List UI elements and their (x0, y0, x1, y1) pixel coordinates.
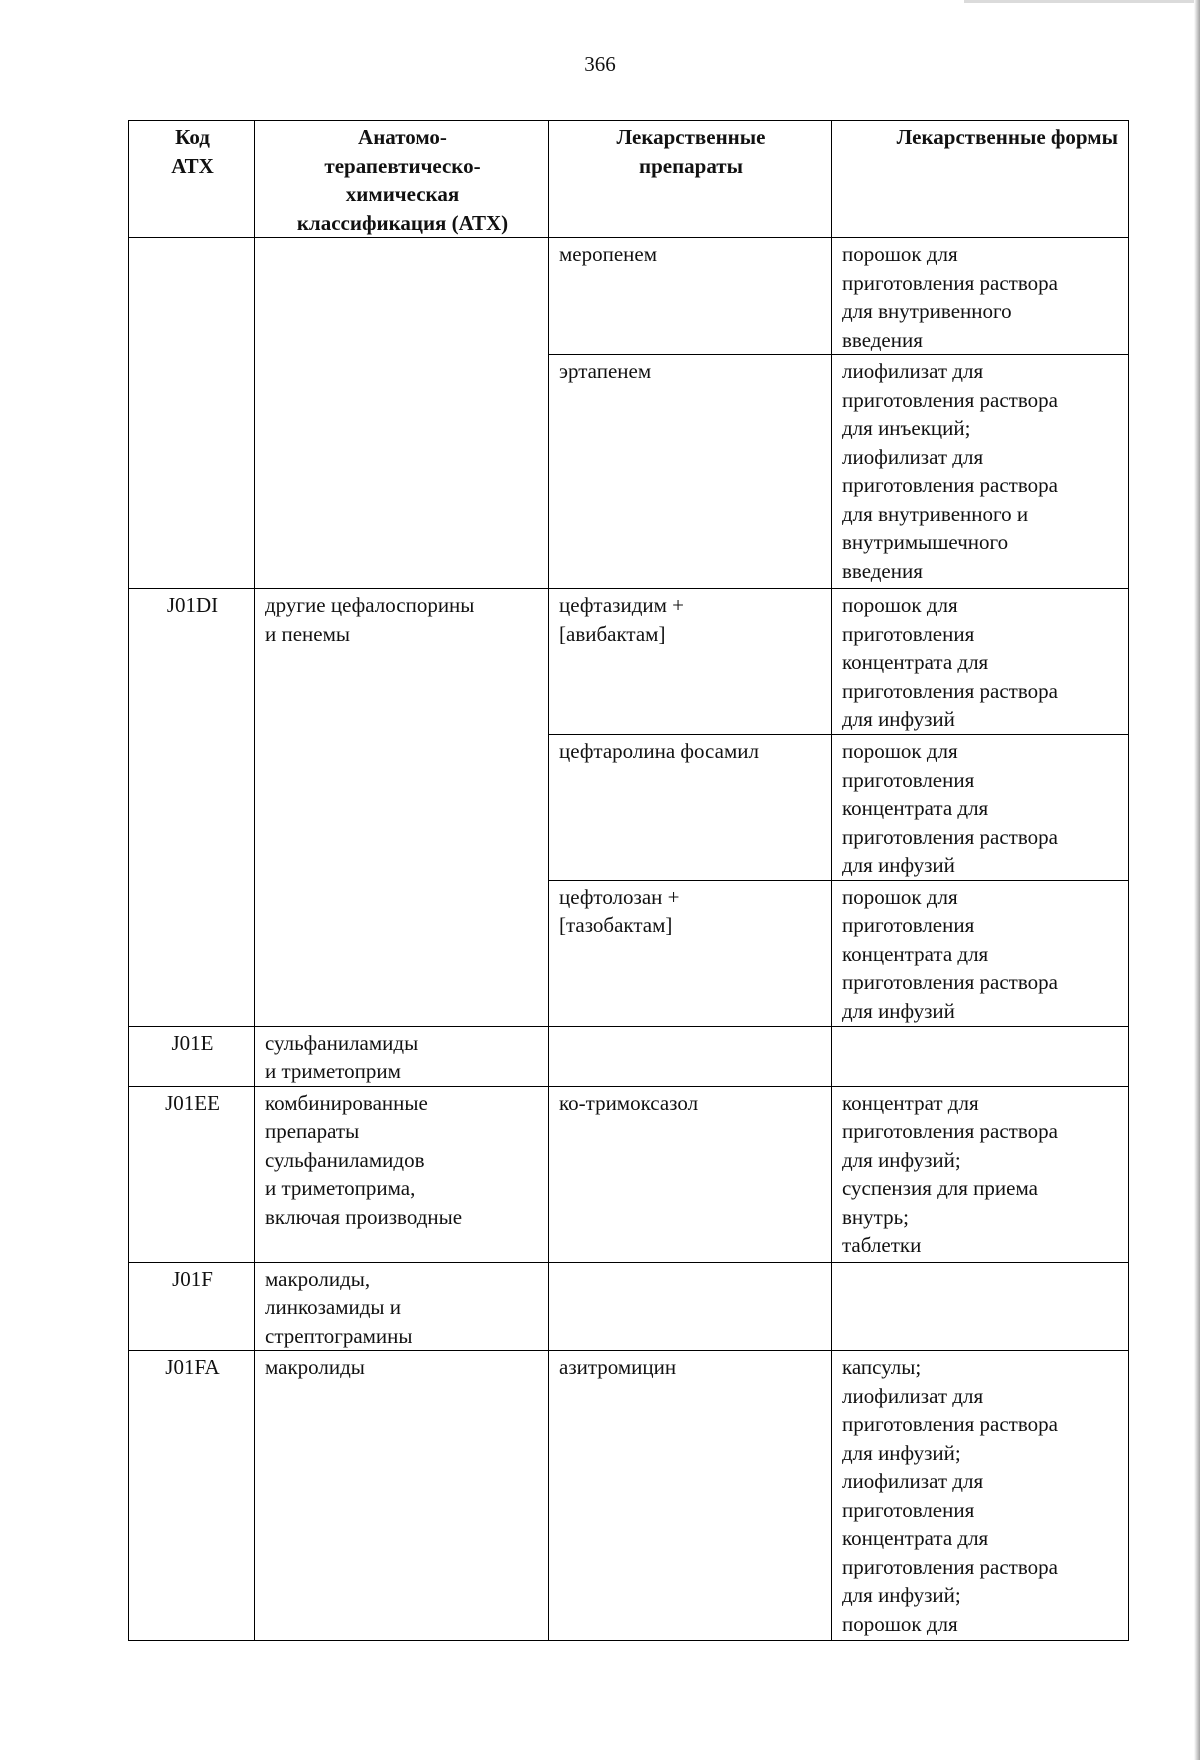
page-number: 366 (584, 52, 616, 76)
scan-edge-shadow (1194, 0, 1200, 1760)
cell-classification: сульфаниламиды и триметоприм (255, 1026, 549, 1086)
cell-forms: порошок для приготовления концентрата для приготовления раствора для инфузий (832, 735, 1129, 881)
cell-drug: ко-тримоксазол (549, 1086, 832, 1262)
header-drugs: Лекарственные препараты (549, 121, 832, 238)
cell-classification: макролиды (255, 1351, 549, 1641)
cell-drug: цефтаролина фосамил (549, 735, 832, 881)
cell-forms: порошок для приготовления концентрата для приготовления раствора для инфузий (832, 589, 1129, 735)
cell-classification-empty (255, 238, 549, 589)
cell-drug: цефтазидим + [авибактам] (549, 589, 832, 735)
table-row (129, 1262, 1129, 1351)
cell-forms: порошок для приготовления раствора для внутривенного введения (832, 238, 1129, 355)
cell-drug: азитромицин (549, 1351, 832, 1641)
cell-drug-empty (549, 1262, 832, 1351)
cell-forms: концентрат для приготовления раствора для инфузий; суспензия для приема внутрь; таблетки (832, 1086, 1129, 1262)
cell-drug: меропенем (549, 238, 832, 355)
cell-forms-empty (832, 1026, 1129, 1086)
cell-code: J01EE (129, 1086, 255, 1262)
cell-classification: комбинированные препараты сульфаниламидов и триметоприма, включая производные (255, 1086, 549, 1262)
cell-classification: другие цефалоспорины и пенемы (255, 589, 549, 1027)
header-code: Код АТХ (129, 121, 255, 238)
table-row (129, 1026, 1129, 1086)
atx-drug-table (128, 120, 1129, 1641)
cell-code: J01F (129, 1262, 255, 1351)
cell-drug: эртапенем (549, 355, 832, 589)
cell-drug-empty (549, 1026, 832, 1086)
table-row (129, 589, 1129, 735)
cell-forms: порошок для приготовления концентрата для приготовления раствора для инфузий (832, 880, 1129, 1026)
table-row (129, 238, 1129, 355)
table-row (129, 1351, 1129, 1641)
cell-code: J01E (129, 1026, 255, 1086)
cell-code: J01FA (129, 1351, 255, 1641)
table-header-row (129, 121, 1129, 238)
cell-classification: макролиды, линкозамиды и стрептограмины (255, 1262, 549, 1351)
cell-forms-empty (832, 1262, 1129, 1351)
scan-top-mark (964, 0, 1194, 3)
cell-code-empty (129, 238, 255, 589)
table-row (129, 1086, 1129, 1262)
header-classification: Анатомо- терапевтическо- химическая классификация (АТХ) (255, 121, 549, 238)
cell-drug: цефтолозан + [тазобактам] (549, 880, 832, 1026)
cell-forms: капсулы; лиофилизат для приготовления раствора для инфузий; лиофилизат для приготовления концентрата для приготовления раствора для инфузий; порошок для (832, 1351, 1129, 1641)
cell-forms: лиофилизат для приготовления раствора для инъекций; лиофилизат для приготовления раствора для внутривенного и внутримышечного введения (832, 355, 1129, 589)
header-forms: Лекарственные формы (832, 121, 1129, 238)
cell-code: J01DI (129, 589, 255, 1027)
